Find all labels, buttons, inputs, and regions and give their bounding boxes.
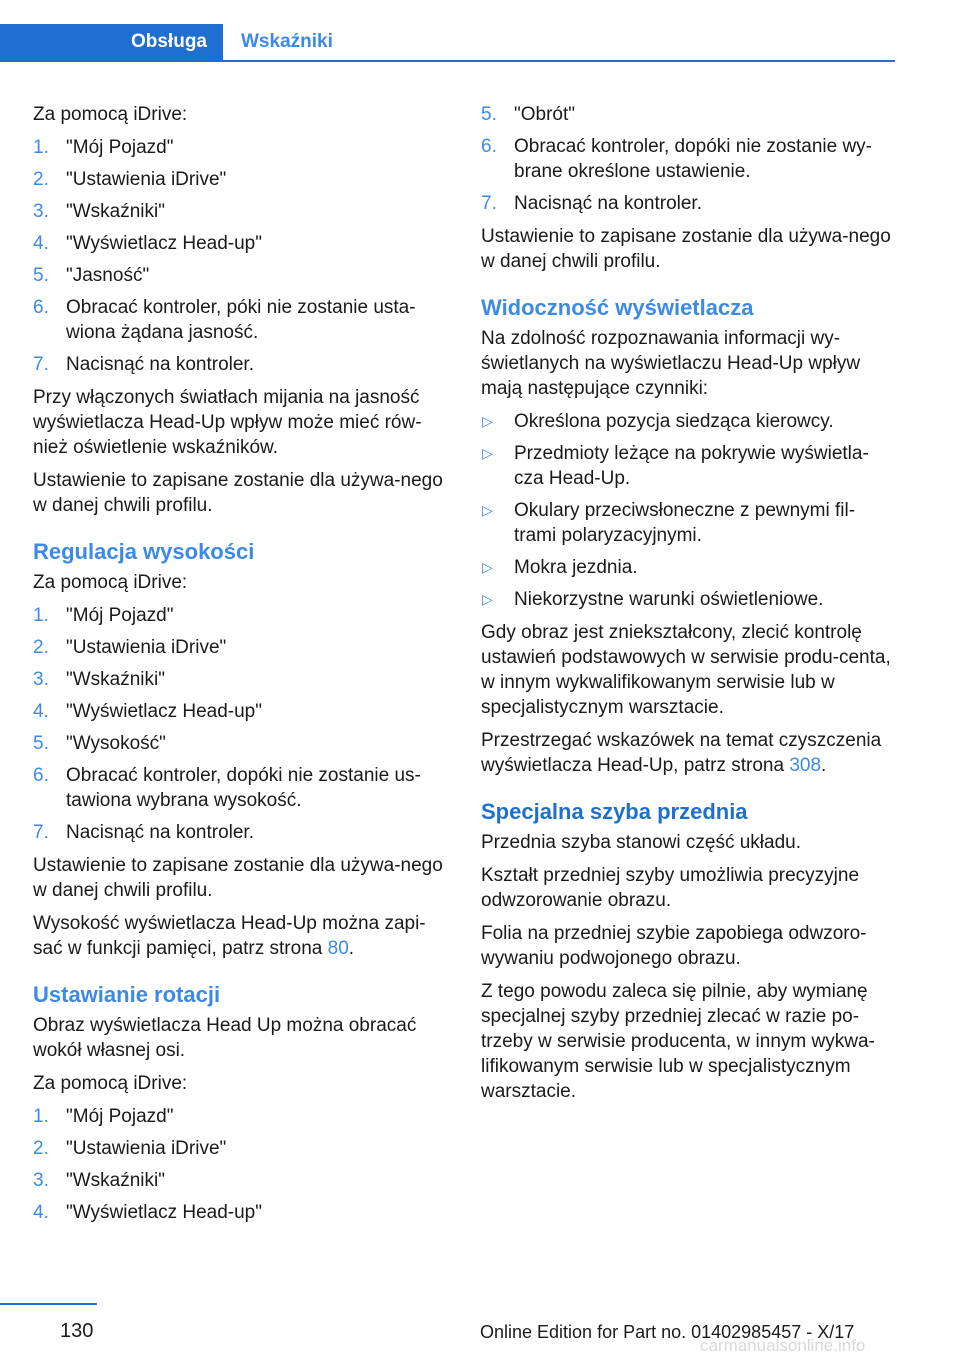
list-item bbox=[33, 1104, 449, 1129]
list-item bbox=[481, 191, 897, 216]
list-item bbox=[33, 263, 449, 288]
left-column bbox=[33, 102, 449, 1233]
section-heading-height: Regulacja wysokości bbox=[33, 539, 255, 564]
paragraph: Obraz wyświetlacza Head Up można obracać wokół własnej osi. bbox=[33, 1015, 417, 1061]
step-number: 5. bbox=[33, 265, 49, 286]
paragraph: Przy włączonych światłach mijania na jasność wyświetlacza Head-Up wpływ może mieć rów‐nież oświetlenie wskaźników. bbox=[33, 387, 422, 458]
step-text: "Mój Pojazd" bbox=[66, 605, 174, 626]
bullet-item bbox=[481, 441, 897, 491]
step-number: 3. bbox=[33, 669, 49, 690]
paragraph-text: Wysokość wyświetlacza Head-Up można zapi‐sać w funkcji pamięci, patrz strona bbox=[33, 913, 426, 959]
step-text: "Wyświetlacz Head-up" bbox=[66, 233, 262, 254]
list-item bbox=[33, 699, 449, 724]
paragraph: Ustawienie to zapisane zostanie dla używa‐nego w danej chwili profilu. bbox=[481, 226, 891, 272]
triangle-bullet-icon: ▷ bbox=[482, 413, 493, 429]
list-item bbox=[33, 295, 449, 345]
bullet-item bbox=[481, 587, 897, 612]
triangle-bullet-icon: ▷ bbox=[482, 445, 493, 461]
step-number: 7. bbox=[481, 193, 497, 214]
list-item bbox=[33, 352, 449, 377]
bullet-text: Określona pozycja siedząca kierowcy. bbox=[514, 411, 834, 432]
step-number: 2. bbox=[33, 169, 49, 190]
watermark: carmanualsonline.info bbox=[700, 1336, 866, 1355]
step-number: 1. bbox=[33, 137, 49, 158]
page-link-80[interactable]: 80 bbox=[327, 938, 349, 959]
paragraph bbox=[33, 911, 449, 961]
triangle-bullet-icon: ▷ bbox=[482, 559, 493, 575]
bullet-text: Przedmioty leżące na pokrywie wyświetla‐cza Head-Up. bbox=[514, 443, 869, 489]
triangle-bullet-icon: ▷ bbox=[482, 502, 493, 518]
visibility-factors bbox=[481, 409, 897, 612]
paragraph: Kształt przedniej szyby umożliwia precyzyjne odwzorowanie obrazu. bbox=[481, 865, 860, 911]
step-text: Nacisnąć na kontroler. bbox=[66, 354, 254, 375]
section-heading-visibility: Widoczność wyświetlacza bbox=[481, 295, 754, 320]
height-steps bbox=[33, 603, 449, 845]
intro-text: Za pomocą iDrive: bbox=[33, 572, 188, 593]
list-item bbox=[481, 102, 897, 127]
paragraph: Z tego powodu zaleca się pilnie, aby wymianę specjalnej szyby przedniej zlecać w razie po‐trzeby w serwisie producenta, w innym wykwa‐lifikowanym serwisie lub w specjalistycznym warsztacie. bbox=[481, 981, 875, 1102]
brightness-steps bbox=[33, 135, 449, 377]
paragraph-text: Przestrzegać wskazówek na temat czyszczenia wyświetlacza Head-Up, patrz strona bbox=[481, 730, 882, 776]
paragraph: Ustawienie to zapisane zostanie dla używa‐nego w danej chwili profilu. bbox=[33, 855, 443, 901]
list-item bbox=[481, 134, 897, 184]
step-text: "Mój Pojazd" bbox=[66, 1106, 174, 1127]
step-number: 7. bbox=[33, 822, 49, 843]
rotation-steps-cont bbox=[481, 102, 897, 216]
step-number: 6. bbox=[481, 136, 497, 157]
step-text: Nacisnąć na kontroler. bbox=[66, 822, 254, 843]
intro-text: Za pomocą iDrive: bbox=[33, 1073, 188, 1094]
step-text: "Wskaźniki" bbox=[66, 1170, 165, 1191]
step-text: Obracać kontroler, póki nie zostanie usta‐wiona żądana jasność. bbox=[66, 297, 416, 343]
step-text: "Ustawienia iDrive" bbox=[66, 1138, 227, 1159]
step-number: 6. bbox=[33, 297, 49, 318]
page-link-308[interactable]: 308 bbox=[789, 755, 822, 776]
tab-obsluga[interactable]: Obsługa bbox=[0, 24, 223, 60]
step-text: Obracać kontroler, dopóki nie zostanie wy‐brane określone ustawienie. bbox=[514, 136, 873, 182]
step-number: 1. bbox=[33, 1106, 49, 1127]
rotation-steps bbox=[33, 1104, 449, 1225]
right-column bbox=[481, 102, 897, 1112]
edition-text: Online Edition for Part no. 01402985457 - X/17 bbox=[480, 1322, 855, 1342]
paragraph bbox=[481, 728, 897, 778]
list-item bbox=[33, 1168, 449, 1193]
step-number: 2. bbox=[33, 637, 49, 658]
triangle-bullet-icon: ▷ bbox=[482, 591, 493, 607]
list-item bbox=[33, 135, 449, 160]
list-item bbox=[33, 231, 449, 256]
bullet-item bbox=[481, 409, 897, 434]
paragraph: Gdy obraz jest zniekształcony, zlecić kontrolę ustawień podstawowych w serwisie produ‐centa, w innym wykwalifikowanym serwisie lub w specjalistycznym warsztacie. bbox=[481, 622, 891, 718]
list-item bbox=[33, 763, 449, 813]
step-number: 4. bbox=[33, 701, 49, 722]
bullet-item bbox=[481, 498, 897, 548]
paragraph: Na zdolność rozpoznawania informacji wy‐świetlanych na wyświetlaczu Head-Up wpływ mają następujące czynniki: bbox=[481, 328, 861, 399]
step-number: 3. bbox=[33, 1170, 49, 1191]
header-tabs bbox=[0, 24, 895, 62]
paragraph: Folia na przedniej szybie zapobiega odwzoro‐wywaniu podwojonego obrazu. bbox=[481, 923, 867, 969]
list-item bbox=[33, 820, 449, 845]
list-item bbox=[33, 167, 449, 192]
tab-wskazniki[interactable]: Wskaźniki bbox=[241, 31, 333, 52]
step-text: Obracać kontroler, dopóki nie zostanie us‐tawiona wybrana wysokość. bbox=[66, 765, 421, 811]
paragraph: Przednia szyba stanowi część układu. bbox=[481, 832, 801, 853]
step-text: "Wyświetlacz Head-up" bbox=[66, 1202, 262, 1223]
step-number: 2. bbox=[33, 1138, 49, 1159]
bullet-text: Mokra jezdnia. bbox=[514, 557, 638, 578]
paragraph-text: . bbox=[348, 938, 355, 959]
list-item bbox=[33, 1200, 449, 1225]
step-number: 4. bbox=[33, 233, 49, 254]
list-item bbox=[33, 731, 449, 756]
intro-text: Za pomocą iDrive: bbox=[33, 104, 188, 125]
footer-divider bbox=[0, 1303, 97, 1305]
list-item bbox=[33, 199, 449, 224]
step-text: "Wskaźniki" bbox=[66, 669, 165, 690]
section-heading-rotation: Ustawianie rotacji bbox=[33, 982, 221, 1007]
step-text: "Ustawienia iDrive" bbox=[66, 637, 227, 658]
step-text: "Wysokość" bbox=[66, 733, 166, 754]
page-number: 130 bbox=[60, 1320, 94, 1342]
list-item bbox=[33, 667, 449, 692]
list-item bbox=[33, 1136, 449, 1161]
step-number: 5. bbox=[481, 104, 497, 125]
bullet-item bbox=[481, 555, 897, 580]
step-text: "Wskaźniki" bbox=[66, 201, 165, 222]
step-number: 3. bbox=[33, 201, 49, 222]
step-number: 7. bbox=[33, 354, 49, 375]
paragraph-text: . bbox=[821, 755, 827, 776]
step-number: 6. bbox=[33, 765, 49, 786]
header-divider bbox=[0, 60, 895, 62]
step-number: 1. bbox=[33, 605, 49, 626]
step-number: 5. bbox=[33, 733, 49, 754]
step-text: "Wyświetlacz Head-up" bbox=[66, 701, 262, 722]
bullet-text: Okulary przeciwsłoneczne z pewnymi fil‐trami polaryzacyjnymi. bbox=[514, 500, 856, 546]
step-text: Nacisnąć na kontroler. bbox=[514, 193, 702, 214]
section-heading-windshield: Specjalna szyba przednia bbox=[481, 799, 748, 824]
list-item bbox=[33, 635, 449, 660]
step-text: "Ustawienia iDrive" bbox=[66, 169, 227, 190]
step-text: "Mój Pojazd" bbox=[66, 137, 174, 158]
paragraph: Ustawienie to zapisane zostanie dla używa‐nego w danej chwili profilu. bbox=[33, 470, 443, 516]
step-number: 4. bbox=[33, 1202, 49, 1223]
list-item bbox=[33, 603, 449, 628]
step-text: "Obrót" bbox=[514, 104, 576, 125]
bullet-text: Niekorzystne warunki oświetleniowe. bbox=[514, 589, 824, 610]
step-text: "Jasność" bbox=[66, 265, 150, 286]
